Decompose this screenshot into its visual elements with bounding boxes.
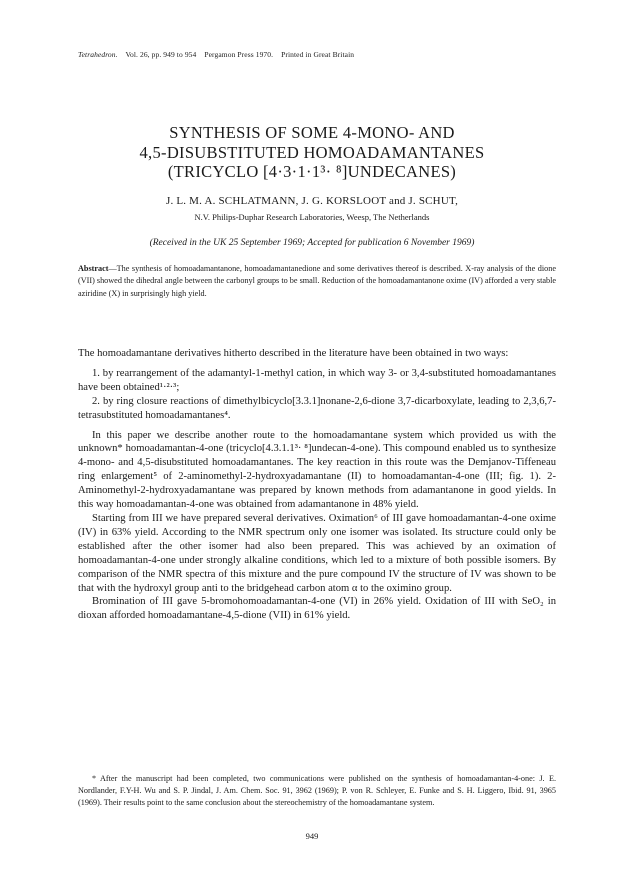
title-line-2: 4,5-DISUBSTITUTED HOMOADAMANTANES <box>139 142 485 162</box>
abstract <box>78 263 556 300</box>
title-line-1: SYNTHESIS OF SOME 4-MONO- AND <box>169 123 455 142</box>
abstract-label: Abstract <box>78 264 109 273</box>
journal-name: Tetrahedron. <box>78 50 118 59</box>
publisher: Pergamon Press 1970. <box>204 50 274 59</box>
footnote: * After the manuscript had been completed, two communications were published on the synthesis of homoadamantan-4-one: J. E. Nordlander, F.Y-H. Wu and S. P. Jindal, J. Am. Chem. Soc. 91, 3962 (1969); P. von R. Schleyer, E. Funke and S. H. Liggero, Ibid. 91, 3965 (1969). Their results point to the same conclusion about the stereochemistry of the homoadamantane system. <box>78 774 556 808</box>
received-dates: (Received in the UK 25 September 1969; Accepted for publication 6 November 1969) <box>149 238 475 248</box>
authors: J. L. M. A. SCHLATMANN, J. G. KORSLOOT and J. SCHUT, <box>165 195 459 207</box>
list-item-2: 2. by ring closure reactions of dimethylbicyclo[3.3.1]nonane-2,6-dione 3,7-dicarboxylate, leading to 2,3,6,7-tetrasubstituted homoadamantanes⁴. <box>78 395 556 421</box>
article-title <box>0 123 624 182</box>
running-head <box>78 50 360 59</box>
volume-pages: Vol. 26, pp. 949 to 954 <box>125 50 197 59</box>
paragraph-route: In this paper we describe another route to the homoadamantane system which provided us with the unknown* homoadamantan-4-one (tricyclo[4.3.1.1³· ⁸]undecan-4-one). This compound enabled us to synthesize 4-mono- and 4,5-disubstituted homoadamantanes. The key reaction in this route was the Demjanov-Tiffeneau ring enlargement⁵ of 2-aminomethyl-2-hydroxyadamantane (II) to homoadamantan-4-one (III; fig. 1). 2-Aminomethyl-2-hydroxyadamantane was prepared by known methods from adamantanone in good yields. In this way homoadamantan-4-one was obtained from adamantanone in 48% yield. <box>78 429 556 511</box>
page-number: 949 <box>305 831 319 841</box>
affiliation: N.V. Philips-Duphar Research Laboratories, Weesp, The Netherlands <box>194 212 430 222</box>
paragraph-bromination: Bromination of III gave 5-bromohomoadamantan-4-one (VI) in 26% yield. Oxidation of III with SeO₂ in dioxan afforded homoadamantane-4,5-dione (VII) in 61% yield. <box>78 596 556 622</box>
abstract-text: —The synthesis of homoadamantanone, homoadamantanedione and some derivatives thereof is described. X-ray analysis of the dione (VII) showed the dihedral angle between the carbonyl groups to be small. Reduction of the homoadamantanone oxime (IV) afforded a very stable aziridine (X) in surprisingly high yield. <box>78 264 556 298</box>
paragraph-derivatives: Starting from III we have prepared several derivatives. Oximation⁶ of III gave homoadamantan-4-one oxime (IV) in 63% yield. According to the NMR spectrum only one isomer was isolated. Its structure could only be established after the other isomer had also been prepared. This was achieved by an oximation of homoadamantan-4-one under strongly alkaline conditions, which led to a mixture of both possible isomers. By comparison of the NMR spectra of this mixture and the pure compound IV the structure of IV was shown to be that with the hydroxyl group anti to the bridgehead carbon atom α to the oximino group. <box>78 512 556 594</box>
title-line-3: (TRICYCLO [4·3·1·1³· ⁸]UNDECANES) <box>167 162 457 181</box>
main-text <box>78 347 556 623</box>
intro-paragraph: The homoadamantane derivatives hitherto described in the literature have been obtained in two ways: <box>78 348 509 359</box>
printed-in: Printed in Great Britain <box>281 50 355 59</box>
list-item-1: 1. by rearrangement of the adamantyl-1-methyl cation, in which way 3- or 3,4-substituted homoadamantanes have been obtained¹·²·³; <box>78 367 556 393</box>
